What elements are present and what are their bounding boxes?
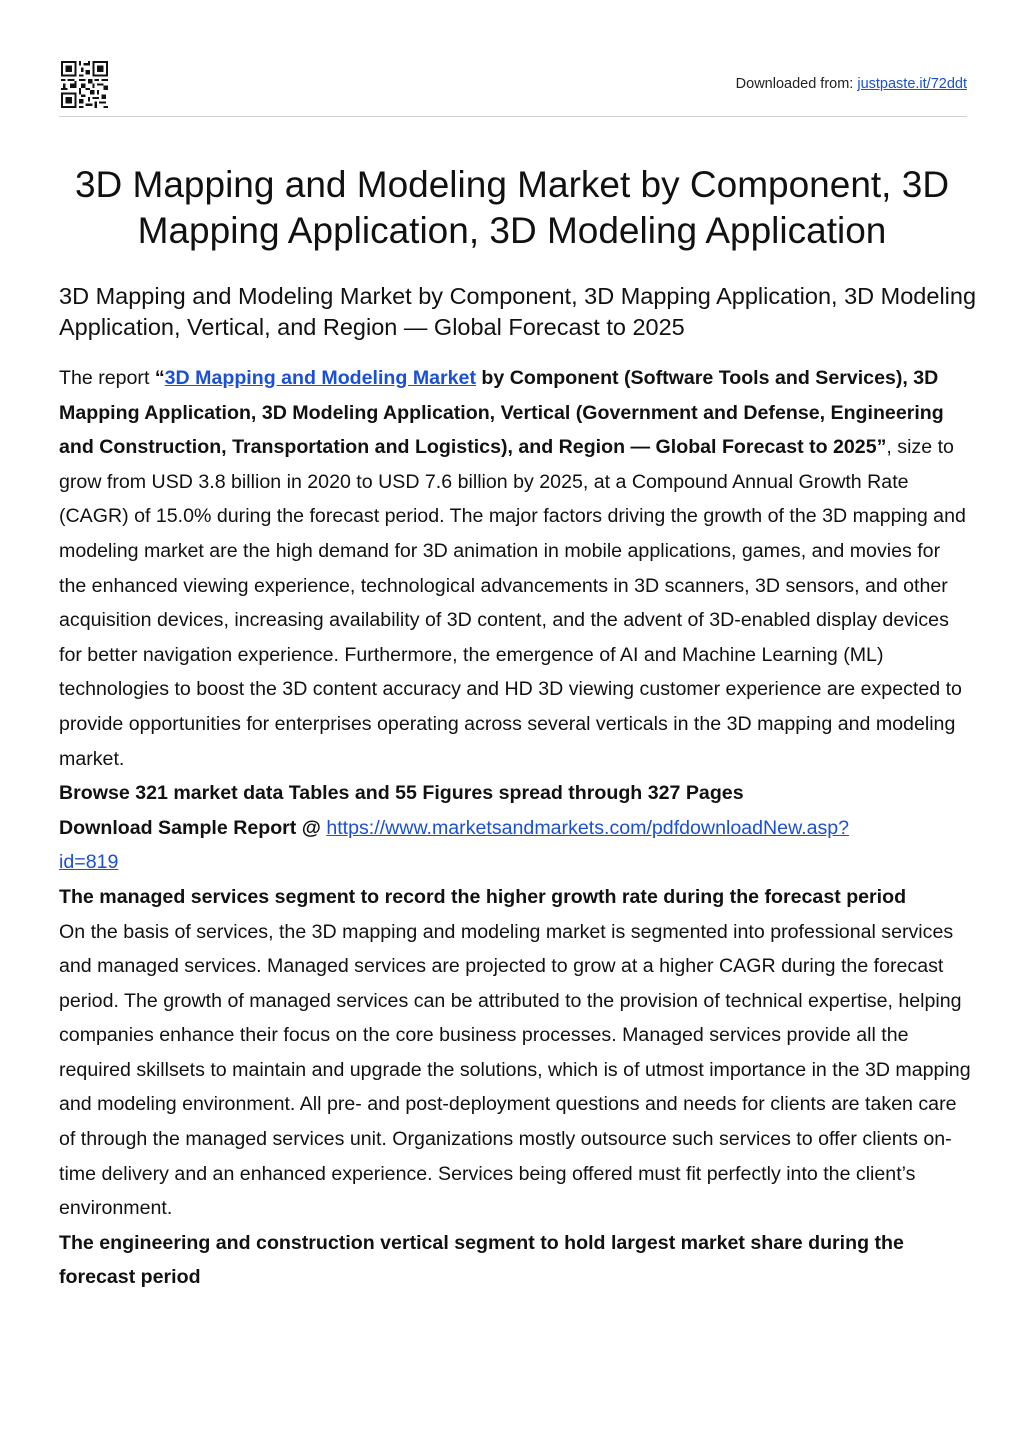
page-subtitle: 3D Mapping and Modeling Market by Component, 3D Mapping Application, 3D Modeling Application, Vertical, and Region — Global Forecast to 2025	[59, 283, 977, 340]
download-source-label: Downloaded from:	[735, 76, 858, 92]
article-body	[59, 361, 971, 1295]
browse-info: Browse 321 market data Tables and 55 Figures spread through 327 Pages	[59, 782, 744, 805]
header-divider	[59, 116, 967, 117]
download-sample-line	[59, 811, 971, 880]
intro-paragraph	[59, 361, 971, 776]
qr-code-icon	[61, 61, 108, 108]
intro-quote-open: “	[154, 367, 165, 389]
download-link-part-1: https://www.marketsandmarkets.com/pdfdownloadNew.asp?	[326, 816, 850, 839]
download-link-part-2: id=819	[59, 851, 119, 874]
section-heading-engineering-construction: The engineering and construction vertical segment to hold largest market share during the forecast period	[59, 1231, 904, 1289]
download-source-link[interactable]: justpaste.it/72ddt	[857, 76, 967, 92]
download-sample-label: Download Sample Report @	[59, 816, 327, 839]
intro-prefix: The report	[59, 367, 155, 389]
download-source	[736, 76, 967, 92]
intro-body: , size to grow from USD 3.8 billion in 2020 to USD 7.6 billion by 2025, at a Compound Annual Growth Rate (CAGR) of 15.0% during the forecast period. The major factors driving the growth of the 3D mapping and modeling market are the high demand for 3D animation in mobile applications, games, and movies for the enhanced viewing experience, technological advancements in 3D scanners, 3D sensors, and other acquisition devices, increasing availability of 3D content, and the advent of 3D-enabled display devices for better navigation experience. Furthermore, the emergence of AI and Machine Learning (ML) technologies to boost the 3D content accuracy and HD 3D viewing customer experience are expected to provide opportunities for enterprises operating across several verticals in the 3D mapping and modeling market.	[59, 436, 966, 770]
market-report-link[interactable]: 3D Mapping and Modeling Market	[164, 367, 476, 389]
report-full-title: by Component (Software Tools and Services), 3D Mapping Application, 3D Modeling Application, Vertical (Government and Defense, Engineering and Construction, Transportation and Logistics), and Region — Global Forecast to 2025”	[59, 367, 944, 459]
page-title: 3D Mapping and Modeling Market by Component, 3D Mapping Application, 3D Modeling Application	[74, 164, 950, 251]
section-heading-managed-services: The managed services segment to record the higher growth rate during the forecast period	[59, 885, 907, 908]
section-body-managed-services: On the basis of services, the 3D mapping and modeling market is segmented into professional services and managed services. Managed services are projected to grow at a higher CAGR during the forecast period. The growth of managed services can be attributed to the provision of technical expertise, helping companies enhance their focus on the core business processes. Managed services provide all the required skillsets to maintain and upgrade the solutions, which is of utmost importance in the 3D mapping and modeling environment. All pre- and post-deployment questions and needs for clients are taken care of through the managed services unit. Organizations mostly outsource such services to offer clients on-time delivery and an enhanced experience. Services being offered must fit perfectly into the client’s environment.	[59, 920, 971, 1220]
